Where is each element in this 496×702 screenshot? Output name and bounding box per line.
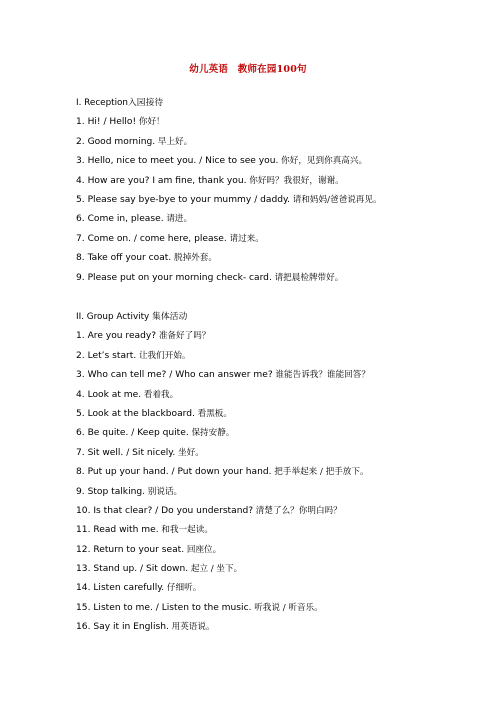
phrase-zh: 让我们开始。 [136,350,191,361]
phrase-item [76,483,476,502]
phrase-en: 16. Say it in English. [76,622,169,633]
phrase-zh: 请把晨检牌带好。 [271,272,344,283]
phrase-en: 6. Come in, please. [76,214,164,225]
phrase-item [76,521,476,540]
phrase-en: 6. Be quite. / Keep quite. [76,428,189,439]
phrase-item [76,541,476,560]
phrase-en: 10. Is that clear? / Do you understand? [76,505,254,516]
phrase-zh: 仔细听。 [164,583,202,594]
phrase-en: 15. Listen to me. / Listen to the music. [76,602,252,613]
section-heading [76,94,476,113]
phrase-en: 5. Look at the blackboard. [76,408,195,419]
phrase-item [76,366,476,385]
phrase-zh: 看黑板。 [194,408,232,419]
phrase-zh: 脱掉外套。 [171,253,217,264]
heading-zh: 入园接待 [128,98,164,108]
phrase-en: 5. Please say bye-bye to your mummy / daddy. [76,194,291,205]
phrase-item [76,230,476,249]
phrase-en: 1. Hi! / Hello! [76,117,137,128]
section-group-activity [76,308,476,638]
phrase-en: 2. Good morning. [76,136,156,147]
phrase-zh: 你好！ [136,117,165,128]
phrase-zh: 准备好了吗？ [156,331,211,342]
phrase-zh: 保持安静。 [188,428,235,439]
phrase-en: 9. Please put on your morning check- card. [76,272,272,283]
phrase-zh: 别说话。 [145,486,183,497]
phrase-zh: 你好，见到你真高兴。 [278,156,368,167]
phrase-zh: 起立 / 坐下。 [188,564,243,575]
phrase-item [76,191,476,210]
phrase-zh: 和我一起读。 [158,525,213,536]
phrase-en: 12. Return to your seat. [76,544,185,555]
phrase-en: 8. Take off your coat. [76,253,172,264]
phrase-en: 3. Hello, nice to meet you. / Nice to see you. [76,156,279,167]
phrase-item [76,113,476,132]
section-heading [76,308,476,327]
phrase-zh: 请和妈妈/爸爸说再见。 [290,194,382,205]
phrase-item [76,599,476,618]
phrase-zh: 早上好。 [155,136,193,147]
heading-en: II. Group Activity [76,312,150,322]
phrase-en: 13. Stand up. / Sit down. [76,564,189,575]
phrase-zh: 听我说 / 听音乐。 [251,602,323,613]
phrase-en: 4. How are you? I am fine, thank you. [76,175,247,186]
phrase-item [76,249,476,268]
phrase-item [76,502,476,521]
phrase-item [76,444,476,463]
phrase-zh: 请过来。 [226,233,264,244]
heading-zh: 集体活动 [149,312,188,322]
phrase-item [76,327,476,346]
phrase-en: 1. Are you ready? [76,331,157,342]
phrase-item [76,269,476,288]
phrase-zh: 你好吗？我很好，谢谢。 [246,175,344,186]
phrase-en: 11. Read with me. [76,525,159,536]
phrase-zh: 谁能告诉我？谁能回答？ [272,370,370,381]
phrase-en: 7. Come on. / come here, please. [76,233,227,244]
phrase-item [76,152,476,171]
phrase-item [76,579,476,598]
phrase-item [76,424,476,443]
phrase-en: 4. Look at me. [76,389,142,400]
phrase-zh: 用英语说。 [168,622,215,633]
phrase-item [76,347,476,366]
phrase-en: 8. Put up your hand. / Put down your hand. [76,467,272,478]
phrase-item [76,133,476,152]
phrase-en: 3. Who can tell me? / Who can answer me? [76,370,273,381]
section-reception [76,94,476,288]
phrase-item [76,463,476,482]
phrase-item [76,560,476,579]
phrase-en: 9. Stop talking. [76,486,146,497]
phrase-en: 2. Let’s start. [76,350,137,361]
heading-en: I. Reception [76,98,128,108]
phrase-item [76,172,476,191]
phrase-en: 14. Listen carefully. [76,583,165,594]
phrase-en: 7. Sit well. / Sit nicely. [76,447,176,458]
phrase-zh: 回座位。 [184,544,222,555]
phrase-item [76,386,476,405]
phrase-item [76,405,476,424]
phrase-zh: 请进。 [163,214,193,225]
phrase-zh: 看着我。 [141,389,179,400]
phrase-zh: 清楚了么？你明白吗？ [253,505,342,516]
phrase-zh: 坐好。 [175,447,204,458]
document-title: 幼儿英语 教师在园100句 [189,64,307,75]
phrase-item [76,618,476,637]
phrase-zh: 把手举起来 / 把手放下。 [271,467,369,478]
phrase-item [76,210,476,229]
